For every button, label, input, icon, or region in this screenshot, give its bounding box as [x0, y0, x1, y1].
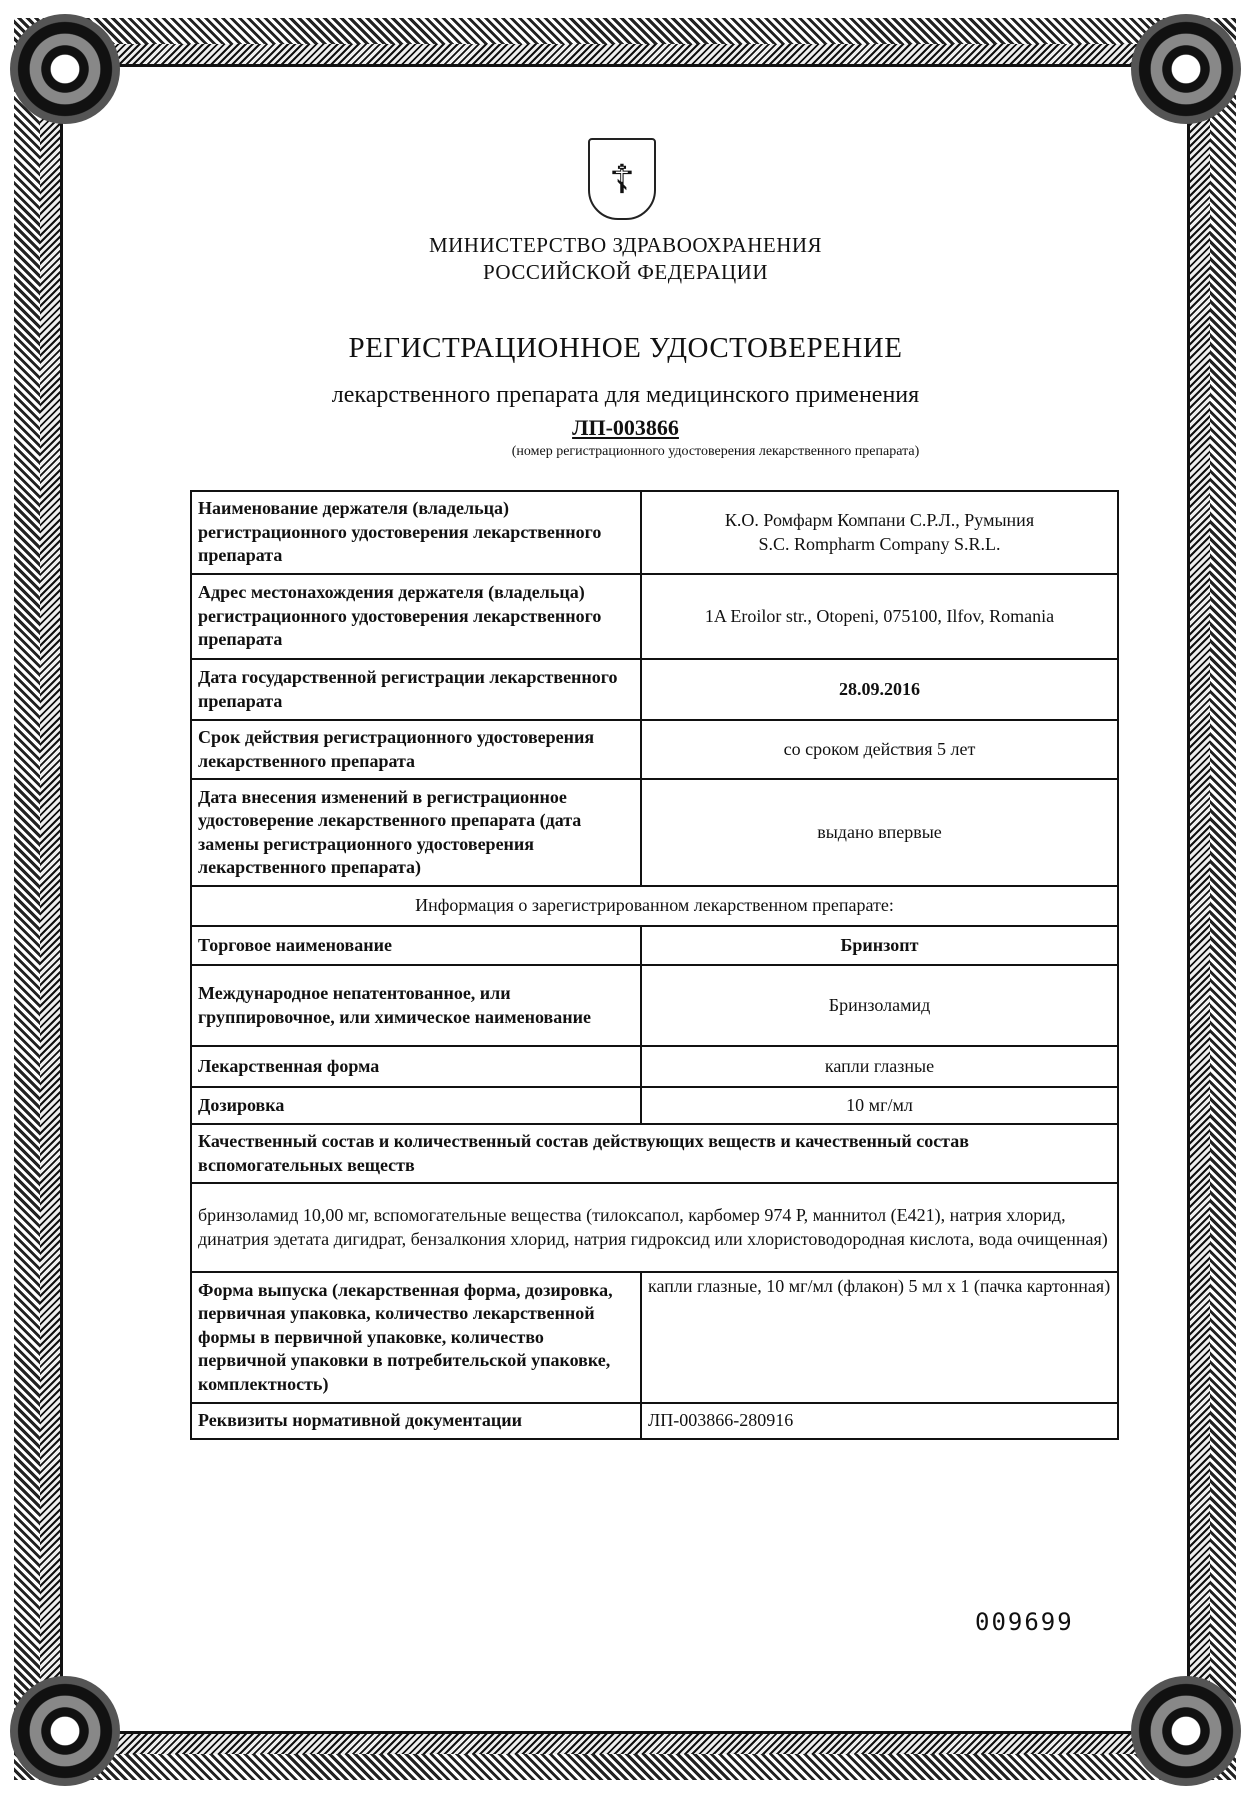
inn-value: Бринзоламид	[641, 965, 1118, 1046]
table-row	[191, 1183, 1118, 1272]
holder-label: Наименование держателя (владельца) регистрационного удостоверения лекарственного препарата	[191, 491, 641, 574]
registration-date-value: 28.09.2016	[641, 659, 1118, 720]
release-form-value: капли глазные, 10 мг/мл (флакон) 5 мл х 1 (пачка картонная)	[641, 1272, 1118, 1403]
dosage-label: Дозировка	[191, 1087, 641, 1124]
dosage-value: 10 мг/мл	[641, 1087, 1118, 1124]
address-value: 1A Eroilor str., Otopeni, 075100, Ilfov, Romania	[641, 574, 1118, 659]
holder-value	[641, 491, 1118, 574]
registration-date-label: Дата государственной регистрации лекарственного препарата	[191, 659, 641, 720]
table-row	[191, 659, 1118, 720]
holder-name-ru: К.О. Ромфарм Компани С.Р.Л., Румыния	[724, 510, 1035, 531]
ministry-name-line2: РОССИЙСКОЙ ФЕДЕРАЦИИ	[483, 260, 768, 284]
corner-ornament-icon	[10, 1676, 120, 1786]
release-form-label: Форма выпуска (лекарственная форма, дозировка, первичная упаковка, количество лекарственной формы в первичной упаковке, количество первичной упаковки в потребительской упаковке, комплектность)	[191, 1272, 641, 1403]
inn-label: Международное непатентованное, или группировочное, или химическое наименование	[191, 965, 641, 1046]
changes-date-label: Дата внесения изменений в регистрационное удостоверение лекарственного препарата (дата замены регистрационного удостоверения лекарственного препарата)	[191, 779, 641, 886]
composition-text: бринзоламид 10,00 мг, вспомогательные вещества (тилоксапол, карбомер 974 Р, маннитол (Е421), натрия хлорид, динатрия эдетата дигидрат, бензалкония хлорид, натрия гидроксид или хлористоводородная кислота, вода очищенная)	[191, 1183, 1118, 1272]
trade-name-label: Торговое наименование	[191, 926, 641, 965]
table-row	[191, 574, 1118, 659]
dosage-form-value: капли глазные	[641, 1046, 1118, 1087]
validity-value: со сроком действия 5 лет	[641, 720, 1118, 779]
document-title: РЕГИСТРАЦИОННОЕ УДОСТОВЕРЕНИЕ	[348, 332, 903, 364]
changes-date-value: выдано впервые	[641, 779, 1118, 886]
trade-name-value: Бринзопт	[641, 926, 1118, 965]
table-row	[191, 965, 1118, 1046]
normative-docs-label: Реквизиты нормативной документации	[191, 1403, 641, 1439]
corner-ornament-icon	[10, 14, 120, 124]
dosage-form-label: Лекарственная форма	[191, 1046, 641, 1087]
corner-ornament-icon	[1131, 14, 1241, 124]
address-label: Адрес местонахождения держателя (владельца) регистрационного удостоверения лекарственного препарата	[191, 574, 641, 659]
table-row	[191, 491, 1118, 574]
serial-number: 009699	[975, 1608, 1074, 1636]
table-row	[191, 1124, 1118, 1183]
table-row	[191, 1403, 1118, 1439]
registration-table	[190, 490, 1119, 1440]
registration-number-caption: (номер регистрационного удостоверения лекарственного препарата)	[511, 444, 920, 459]
corner-ornament-icon	[1131, 1676, 1241, 1786]
holder-name-en: S.C. Rompharm Company S.R.L.	[758, 533, 1001, 554]
coat-of-arms-icon: ☦	[588, 138, 656, 220]
normative-docs-value: ЛП-003866-280916	[641, 1403, 1118, 1439]
info-heading: Информация о зарегистрированном лекарственном препарате:	[191, 886, 1118, 926]
table-row	[191, 1272, 1118, 1403]
ministry-name-line1: МИНИСТЕРСТВО ЗДРАВООХРАНЕНИЯ	[428, 233, 823, 257]
composition-heading: Качественный состав и количественный состав действующих веществ и качественный состав вспомогательных веществ	[191, 1124, 1118, 1183]
table-row	[191, 886, 1118, 926]
table-row	[191, 1087, 1118, 1124]
validity-label: Срок действия регистрационного удостоверения лекарственного препарата	[191, 720, 641, 779]
document-subtitle: лекарственного препарата для медицинского применения	[331, 382, 920, 408]
table-row	[191, 720, 1118, 779]
registration-number: ЛП-003866	[572, 415, 679, 440]
table-row	[191, 779, 1118, 886]
table-row	[191, 926, 1118, 965]
table-row	[191, 1046, 1118, 1087]
